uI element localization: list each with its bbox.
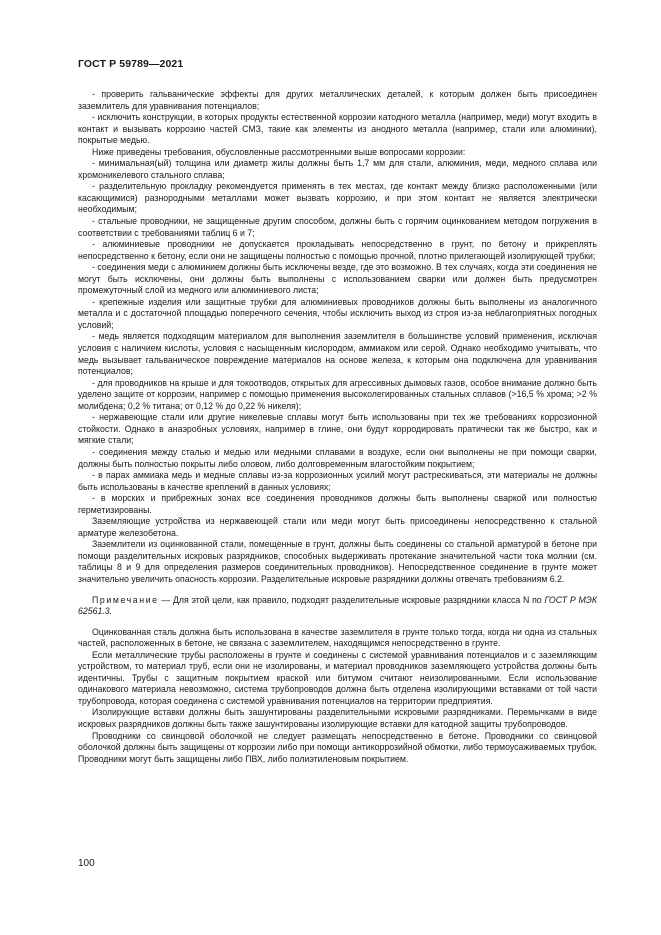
page-content — [78, 89, 597, 765]
paragraph: Заземлители из оцинкованной стали, помещенные в грунт, должны быть соединены со стальной арматурой в бетоне при помощи разделительных искровых разрядников, способных выдерживать протекание значительной части тока молнии (см. таблицы 8 и 9 для определения размеров соединительных проводников). Непосредственное соединение в грунте может значительно увеличить опасность коррозии. Разделительные искровые разрядники должны отвечать требованиям 6.2. — [78, 539, 597, 584]
paragraph: - стальные проводники, не защищенные другим способом, должны быть с горячим оцинкованием методом погружения в соответствии с требованиями таблиц 6 и 7; — [78, 216, 597, 238]
paragraph: Ниже приведены требования, обусловленные рассмотренными выше вопросами коррозии: — [92, 146, 466, 157]
page-number: 100 — [78, 858, 95, 869]
paragraph: Проводники со свинцовой оболочкой не следует размещать непосредственно в бетоне. Проводники со свинцовой оболочкой должны быть защищены от коррозии либо при помощи антикоррозийной обмотки, либо термоусаживаемых трубок. Проводники могут быть защищены либо ПВХ, либо полиэтиленовым покрытием. — [78, 730, 597, 764]
note-label: Примечание — [92, 594, 159, 605]
note — [78, 595, 597, 618]
paragraph: Оцинкованная сталь должна быть использована в качестве заземлителя в грунте только тогда, когда ни одна из стальных частей, расположенных в бетоне, не связана с заземлителем, находящимся непосредственно в грунте. — [78, 626, 597, 649]
paragraph: - минимальная(ый) толщина или диаметр жилы должны быть 1,7 мм для стали, алюминия, меди, медного сплава или хромоникелевого стального сплава; — [78, 158, 597, 180]
document-header: ГОСТ Р 59789—2021 — [78, 58, 184, 70]
paragraph: - алюминиевые проводники не допускается прокладывать непосредственно в грунт, по бетону и прикреплять непосредственно к бетону, если они не защищены полностью с помощью прочной, плотно прилегающей изолирующей трубки; — [78, 239, 597, 261]
paragraph: - крепежные изделия или защитные трубки для алюминиевых проводников должны быть выполнены из аналогичного металла и с достаточной площадью поперечного сечения, чтобы исключить выход из строя из-за неблагоприятных погодных условий; — [78, 296, 597, 330]
note-reference: ГОСТ Р МЭК 62561.3. — [78, 594, 598, 617]
paragraph: Заземляющие устройства из нержавеющей стали или меди могут быть присоединены непосредственно к стальной арматуре железобетона. — [78, 516, 597, 538]
paragraph: - соединения между сталью и медью или медными сплавами в воздухе, если они выполнены не при помощи сварки, должны быть полностью покрыты либо оловом, либо долговременным влагостойким покрытием; — [78, 446, 597, 469]
paragraph: - исключить конструкции, в которых продукты естественной коррозии катодного металла (например, меди) могут входить в контакт и вызывать коррозию частей СМЗ, такие как элементы из анодного металла (например, стали или алюминии), покрытые медью. — [78, 112, 597, 146]
paragraph: - разделительную прокладку рекомендуется применять в тех местах, где контакт между близко расположенными (или касающимися) разнородными металлами может вызвать коррозию, и при этом контакт не является электрически необходимым; — [78, 181, 597, 215]
paragraph: Изолирующие вставки должны быть зашунтированы разделительными искровыми разрядниками. Перемычками в виде искровых разрядников должны быть также зашунтированы изолирующие вставки для катодной защиты трубопроводов. — [78, 707, 597, 729]
paragraph: - нержавеющие стали или другие никелевые сплавы могут быть использованы при тех же требованиях коррозионной стойкости. Однако в анаэробных условиях, например в глине, они будут корродировать пратически так же быстро, как и мягкие стали; — [78, 412, 597, 446]
note-dash: — — [158, 594, 173, 605]
paragraph: - в парах аммиака медь и медные сплавы из-за коррозионных усилий могут растрескиваться, эти материалы не должны быть использованы в качестве креплений в данных условиях; — [78, 470, 597, 492]
paragraph: - проверить гальванические эффекты для других металлических деталей, к которым должен быть присоединен заземлитель для уравнивания потенциалов; — [78, 89, 597, 111]
note-text: Для этой цели, как правило, подходят разделительные искровые разрядники класса N по — [172, 594, 545, 605]
paragraph: - в морских и прибрежных зонах все соединения проводников должны быть выполнены сваркой или полностью герметизированы. — [78, 493, 597, 515]
paragraph: - соединения меди с алюминием должны быть исключены везде, где это возможно. В тех случаях, когда эти соединения не могут быть исключены, они должны быть выполнены с использованием сварки или должен быть предусмотрен промежуточный слой из медного или алюминиевого листа; — [78, 262, 597, 296]
paragraph: - для проводников на крыше и для токоотводов, открытых для агрессивных дымовых газов, особое внимание должно быть уделено защите от коррозии, например с помощью применения высоколегированных стальных сплавов (>16,5 % хрома; >2 % молибдена; 0,2 % титана; от 0,12 % до 0,22 % никеля); — [78, 377, 597, 411]
paragraph: - медь является подходящим материалом для выполнения заземлителя в большинстве условий применения, исключая условия с наличием кислоты, условия с насыщенным кислородом, аммиаком или серой. Однако необходимо учитывать, что медь вызывает гальваническое повреждение материалов на основе железа, к которым она подключена для уравнивания потенциалов; — [78, 331, 597, 377]
paragraph: Если металлические трубы расположены в грунте и соединены с системой уравнивания потенциалов и с заземляющим устройством, то материал труб, если они не изолированы, и материал проводников заземляющего устройства должны быть идентичны. Трубы с защитным покрытием краской или битумом считают неизолированными. Если использование одинакового материала невозможно, система трубопроводов должна быть отделена изолирующими вставками от той части трубопровода, которая соединена с системой уравнивания потенциалов на территории предприятия. — [78, 649, 597, 706]
